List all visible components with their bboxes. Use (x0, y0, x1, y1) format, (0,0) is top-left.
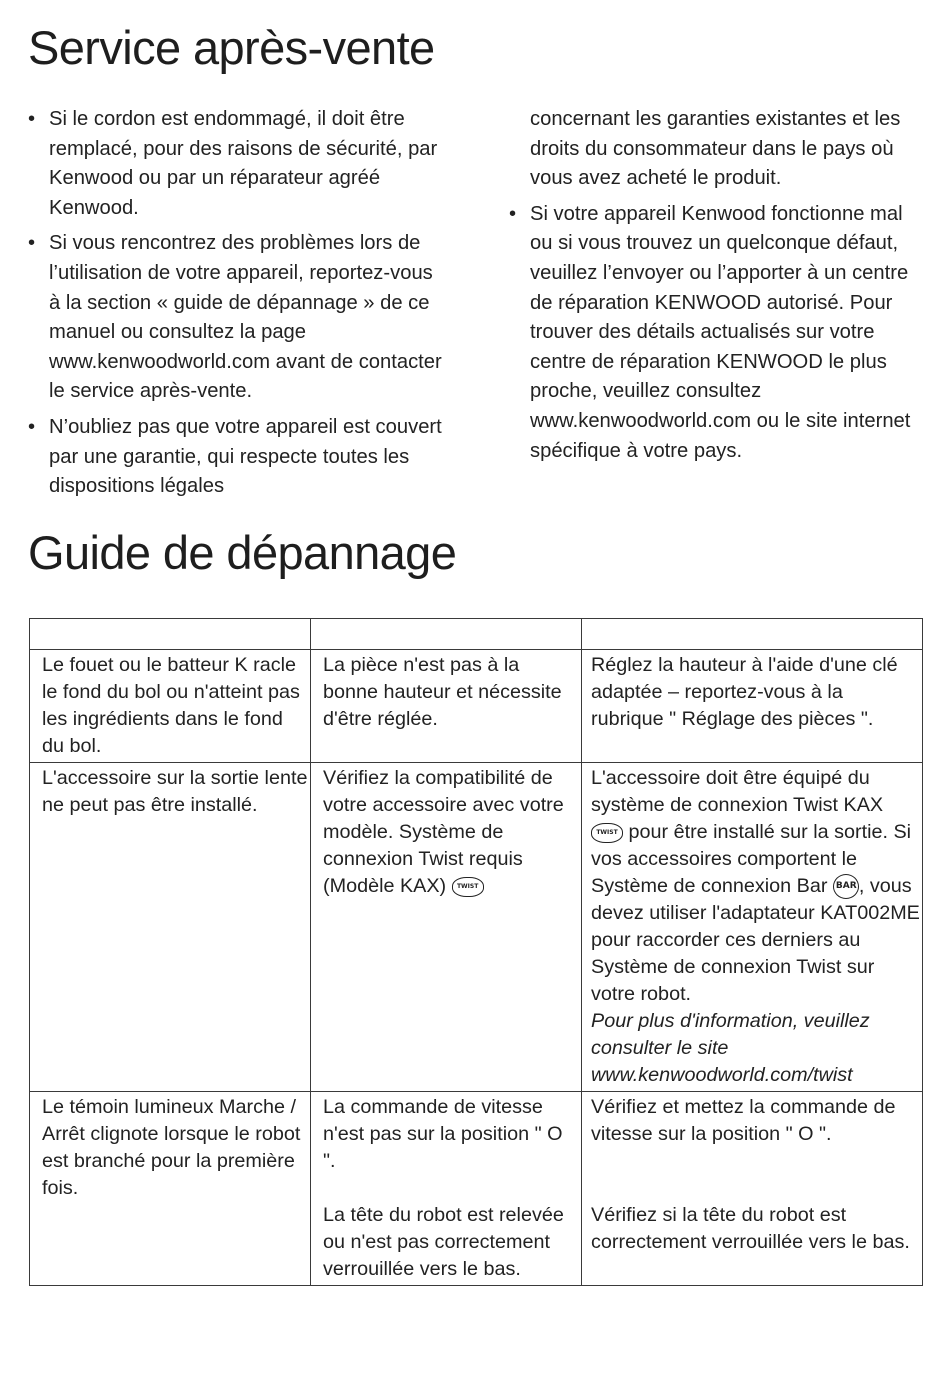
bullet-icon: • (28, 108, 36, 130)
table-header-row (30, 619, 923, 650)
solution-text-b: Vérifiez si la tête du robot est correctement verrouillée vers le bas. (591, 1204, 910, 1253)
solution-cell (582, 1092, 923, 1286)
service-right-column (509, 105, 929, 472)
problem-cell: Le fouet ou le batteur K racle le fond du bol ou n'atteint pas les ingrédients dans le fond du bol. (30, 650, 311, 763)
list-item-text: Si votre appareil Kenwood fonctionne mal ou si vous trouvez un quelconque défaut, veuillez l’envoyer ou l’apporter à un centre de réparation KENWOOD autorisé. Pour trouver des détails actualisés sur votre centre de réparation KENWOOD le plus proche, veuillez consultez www.kenwoodworld.com ou le site internet spécifique à votre pays. (530, 202, 911, 462)
bullet-icon: • (28, 415, 36, 438)
cause-cell: La pièce n'est pas à la bonne hauteur et nécessite d'être réglée. (311, 650, 582, 763)
service-title: Service après-vente (28, 21, 435, 74)
bullet-icon: • (28, 232, 36, 255)
list-item-continuation: concernant les garanties existantes et les droits du consommateur dans le pays où vous avez acheté le produit. (530, 108, 901, 190)
service-left-column (28, 105, 443, 508)
guide-title: Guide de dépannage (28, 526, 457, 579)
solution-cell (582, 763, 923, 1092)
header-cell-solution (582, 619, 923, 650)
table-row (30, 763, 923, 1092)
cause-cell (311, 1092, 582, 1286)
list-item (28, 105, 443, 223)
solution-cell: Réglez la hauteur à l'aide d'une clé adaptée – reportez-vous à la rubrique " Réglage des pièces ". (582, 650, 923, 763)
problem-cell: L'accessoire sur la sortie lente ne peut pas être installé. (30, 763, 311, 1092)
cause-text-a: La commande de vitesse n'est pas sur la position " O ". (323, 1096, 563, 1172)
header-cell-cause (311, 619, 582, 650)
list-item (509, 200, 929, 466)
bar-connector-icon: BAR (833, 874, 859, 899)
problem-cell: Le témoin lumineux Marche / Arrêt clignote lorsque le robot est branché pour la première fois. (30, 1092, 311, 1286)
twist-connector-icon: TWIST (452, 877, 484, 897)
solution-text-2: pour être installé sur la sortie. Si vos accessoires comportent le Système de connexion Bar (591, 821, 912, 897)
bullet-icon: • (509, 202, 517, 225)
table-row (30, 650, 923, 763)
list-item (28, 413, 443, 502)
table-row (30, 1092, 923, 1286)
cause-cell (311, 763, 582, 1092)
cause-text: Vérifiez la compatibilité de votre accessoire avec votre modèle. Système de connexion Twist requis (Modèle KAX) (323, 767, 564, 897)
list-item-text: N’oubliez pas que votre appareil est couvert par une garantie, qui respecte toutes les dispositions légales (49, 415, 442, 498)
list-item-text: Si le cordon est endommagé, il doit être remplacé, pour des raisons de sécurité, par Kenwood ou par un réparateur agréé Kenwood. (49, 108, 438, 219)
troubleshooting-table (29, 618, 923, 1286)
solution-text-a: Vérifiez et mettez la commande de vitesse sur la position " O ". (591, 1096, 896, 1145)
solution-link-note: Pour plus d'information, veuillez consulter le site www.kenwoodworld.com/twist (591, 1010, 870, 1086)
solution-text-3: , vous devez utiliser l'adaptateur KAT002ME pour raccorder ces derniers au Système de connexion Twist sur votre robot. (591, 875, 920, 1005)
solution-text-1: L'accessoire doit être équipé du système de connexion Twist KAX (591, 767, 884, 816)
list-item-text: Si vous rencontrez des problèmes lors de l’utilisation de votre appareil, reportez-vous à la section « guide de dépannage » de ce manuel ou consultez la page www.kenwoodworld.com avant de contacter le service après-vente. (49, 232, 442, 403)
cause-text-b: La tête du robot est relevée ou n'est pas correctement verrouillée vers le bas. (323, 1204, 564, 1280)
header-cell-problem (30, 619, 311, 650)
list-item (28, 229, 443, 407)
twist-connector-icon: TWIST (591, 823, 623, 843)
